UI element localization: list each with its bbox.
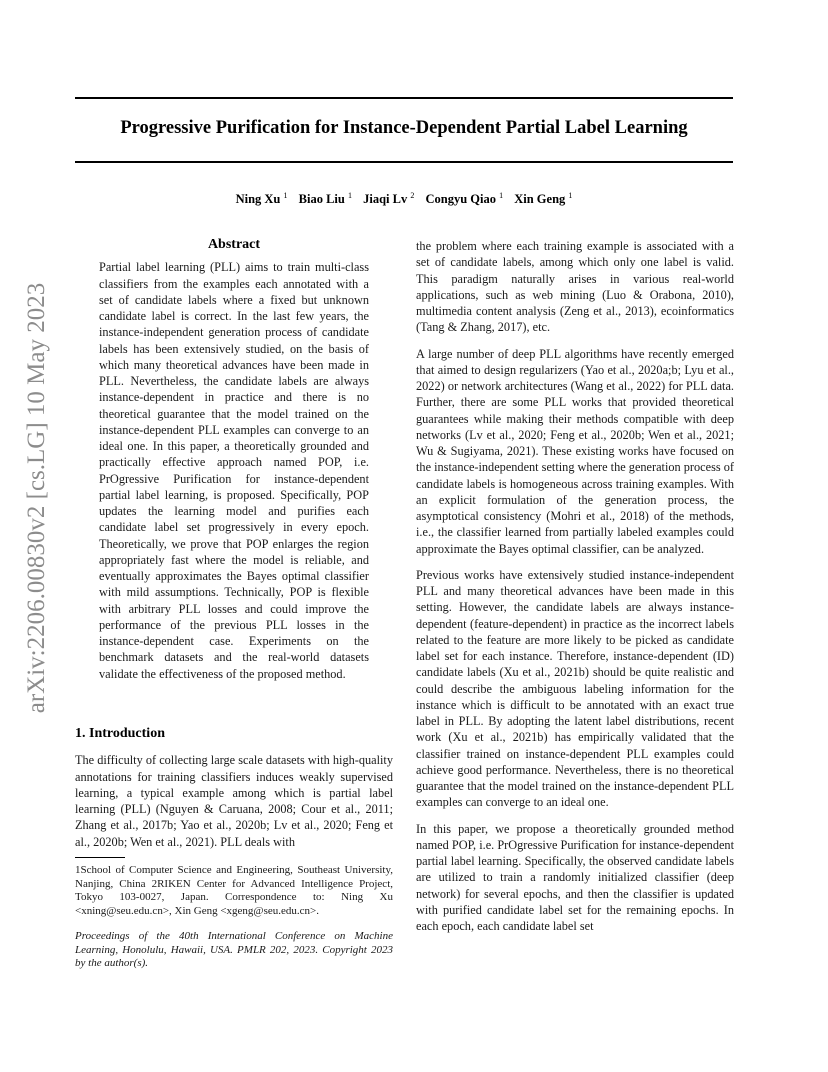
paragraph: In this paper, we propose a theoretically grounded method named POP, i.e. PrOgressive Purification for instance-dependent partial label learning. Specifically, the observed candidate labels are utilized to train a randomly initialized classifier (deep network) for several epochs, and then the classifier is updated with purified candidate label set for the remaining epochs. In each epoch, each candidate label set bbox=[416, 821, 734, 933]
paragraph: A large number of deep PLL algorithms have recently emerged that aimed to design regularizers (Yao et al., 2020a;b; Lyu et al., 2022) or network architectures (Wang et al., 2022) for PLL data. Further, there are some PLL works that provided theoretical guarantees while making their methods compatible with deep networks (Lv et al., 2020; Feng et al., 2020b; Wen et al., 2021; Wu & Sugiyama, 2021). These existing works have focused on the instance-independent setting where the generation process of candidate labels is homogeneous across training examples. With an explicit formulation of the generation process, the asymptotical consistency (Mohri et al., 2018) of the methods, i.e., the classifier learned from partially labeled examples could approximate the Bayes optimal classifier, can be analyzed. bbox=[416, 346, 734, 556]
affiliation-text: 1School of Computer Science and Engineering, Southeast University, Nanjing, China 2RIKEN Center for Advanced Intelligence Project, Tokyo 103-0027, Japan. Correspondence to: Ning Xu <xning@seu.edu.cn>, Xin Geng <xgeng@seu.edu.cn>. bbox=[75, 864, 393, 917]
abstract-body bbox=[75, 259, 393, 682]
paper-title: Progressive Purification for Instance-Dependent Partial Label Learning bbox=[120, 118, 688, 138]
author: Ning Xu $^1$ bbox=[235, 191, 288, 207]
abstract-heading: Abstract bbox=[207, 237, 261, 252]
author: Xin Geng $^1$ bbox=[514, 191, 573, 207]
abstract-text: Partial label learning (PLL) aims to train multi-class classifiers from the examples each annotated with a set of candidate labels where a fixed but unknown candidate label is correct. In the last few years, the instance-independent generation process of candidate labels has been extensively studied, on the basis of which many theoretical advances have been made in PLL. Nevertheless, the candidate labels are always instance-dependent in practice and there is no theoretical guarantee that the model trained on the instance-dependent PLL examples can converge to an ideal one. In this paper, a theoretically grounded and practically effective approach named POP, i.e. PrOgressive Purification for instance-dependent partial label learning, is proposed. Specifically, POP updates the learning model and purifies each candidate label set progressively in every epoch. Theoretically, we prove that POP enlarges the region appropriately fast where the model is reliable, and eventually approximates the Bayes optimal classifier with mild assumptions. Technically, POP is flexible with arbitrary PLL losses and could improve the performance of the previous PLL losses in the instance-dependent case. Experiments on the benchmark datasets and the real-world datasets validate the effectiveness of the proposed method. bbox=[99, 260, 369, 681]
left-column bbox=[75, 237, 393, 682]
paragraph: the problem where each training example is associated with a set of candidate labels, among which only one label is valid. This paradigm naturally arises in various real-world applications, such as web mining (Luo & Orabona, 2010), multimedia content analysis (Zeng et al., 2013), ecoinformatics (Tang & Zhang, 2017), etc. bbox=[416, 239, 734, 335]
title-rule-bottom bbox=[75, 161, 733, 163]
footnote-rule bbox=[75, 857, 125, 858]
arxiv-side-banner: arXiv:2206.00830v2 [cs.LG] 10 May 2023 bbox=[23, 282, 50, 714]
author-list bbox=[75, 191, 733, 207]
author: Jiaqi Lv $^2$ bbox=[363, 191, 415, 207]
proceedings-text: Proceedings of the 40th International Conference on Machine Learning, Honolulu, Hawaii, USA. PMLR 202, 2023. Copyright 2023 by the author(s). bbox=[75, 930, 393, 969]
intro-paragraph: The difficulty of collecting large scale datasets with high-quality annotations for training classifiers induces weakly supervised learning, a typical example among which is partial label learning (PLL) (Nguyen & Caruana, 2008; Cour et al., 2011; Zhang et al., 2017b; Yao et al., 2020b; Lv et al., 2020; Feng et al., 2020b; Wen et al., 2021). PLL deals with bbox=[75, 753, 393, 849]
paragraph: Previous works have extensively studied instance-independent PLL and many theoretical advances have been made in this setting. However, the candidate labels are always instance-dependent (feature-dependent) in practice as the incorrect labels related to the feature are more likely to be picked as candidate label set for each instance. Therefore, instance-dependent (ID) candidate labels (Xu et al., 2021b) should be quite realistic and could describe the ambiguous labeling information for the instance which is difficult to be annotated with an exact true label in PLL. By adopting the latent label distributions, recent work (Xu et al., 2021b) has empirically validated that the classifier trained on instance-dependent PLL examples could achieve good performance. Nevertheless, there is no theoretical guarantee that the model trained on the instance-dependent PLL examples can converge to an ideal one. bbox=[416, 567, 734, 810]
title-rule-top bbox=[75, 97, 733, 99]
right-column bbox=[416, 238, 734, 944]
section-heading-introduction: 1. Introduction bbox=[75, 726, 165, 741]
author: Congyu Qiao $^1$ bbox=[425, 191, 504, 207]
introduction-section bbox=[75, 726, 393, 850]
footnote-proceedings bbox=[75, 930, 393, 971]
author: Biao Liu $^1$ bbox=[298, 191, 352, 207]
footnote-affiliations bbox=[75, 864, 393, 918]
